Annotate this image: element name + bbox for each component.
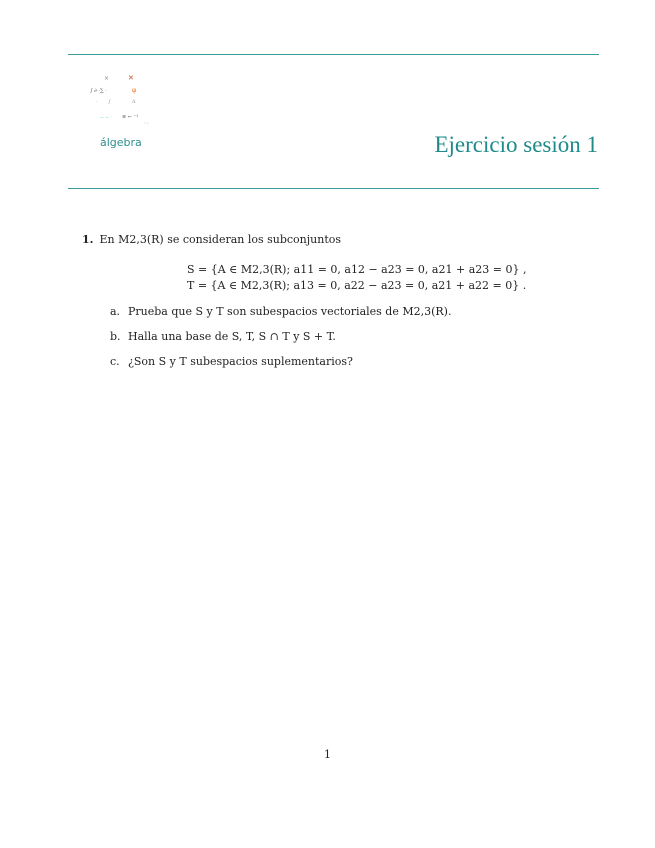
part-label: b. xyxy=(110,329,121,343)
header-bottom-rule xyxy=(68,188,599,189)
svg-text:∫ ∂ ·∑ ·: ∫ ∂ ·∑ · xyxy=(90,88,107,94)
svg-text:Δ: Δ xyxy=(132,99,136,105)
header-top-rule xyxy=(68,54,599,55)
svg-text:∫: ∫ xyxy=(108,99,111,105)
exercise-parts xyxy=(110,304,582,370)
part-text: Halla una base de S, T, S ∩ T y S + T. xyxy=(128,329,336,343)
part-label: c. xyxy=(110,354,120,368)
svg-text:·‥·: ·‥· xyxy=(144,120,150,125)
exercise-part xyxy=(110,329,582,345)
exercise-body xyxy=(82,232,582,379)
svg-text:×: × xyxy=(104,75,110,82)
svg-text:·: · xyxy=(96,99,98,105)
svg-text:≡ ⌐ ⁻¹: ≡ ⌐ ⁻¹ xyxy=(122,114,139,120)
svg-text:φ: φ xyxy=(132,87,137,94)
exercise-part xyxy=(110,354,582,370)
part-text: ¿Son S y T subespacios suplementarios? xyxy=(128,354,353,368)
svg-text:✕: ✕ xyxy=(128,74,134,82)
logo-wordmark: álgebra xyxy=(100,136,142,149)
part-label: a. xyxy=(110,304,121,318)
part-text: Prueba que S y T son subespacios vectoriales de M2,3(R). xyxy=(128,304,452,318)
equation-block xyxy=(187,262,582,294)
page-number: 1 xyxy=(324,748,331,761)
exercise-part xyxy=(110,304,582,320)
svg-text:— — ·: — — · xyxy=(100,114,112,119)
page-title: Ejercicio sesión 1 xyxy=(434,132,598,157)
exercise-intro-line xyxy=(82,232,582,248)
equation-s: S = {A ∈ M2,3(R); a11 = 0, a12 − a23 = 0, a21 + a23 = 0} , xyxy=(187,262,527,276)
exercise-number: 1. xyxy=(82,233,94,246)
equation-t: T = {A ∈ M2,3(R); a13 = 0, a22 − a23 = 0, a21 + a22 = 0} . xyxy=(187,278,527,292)
exercise-intro: En M2,3(R) se consideran los subconjuntos xyxy=(99,233,342,246)
